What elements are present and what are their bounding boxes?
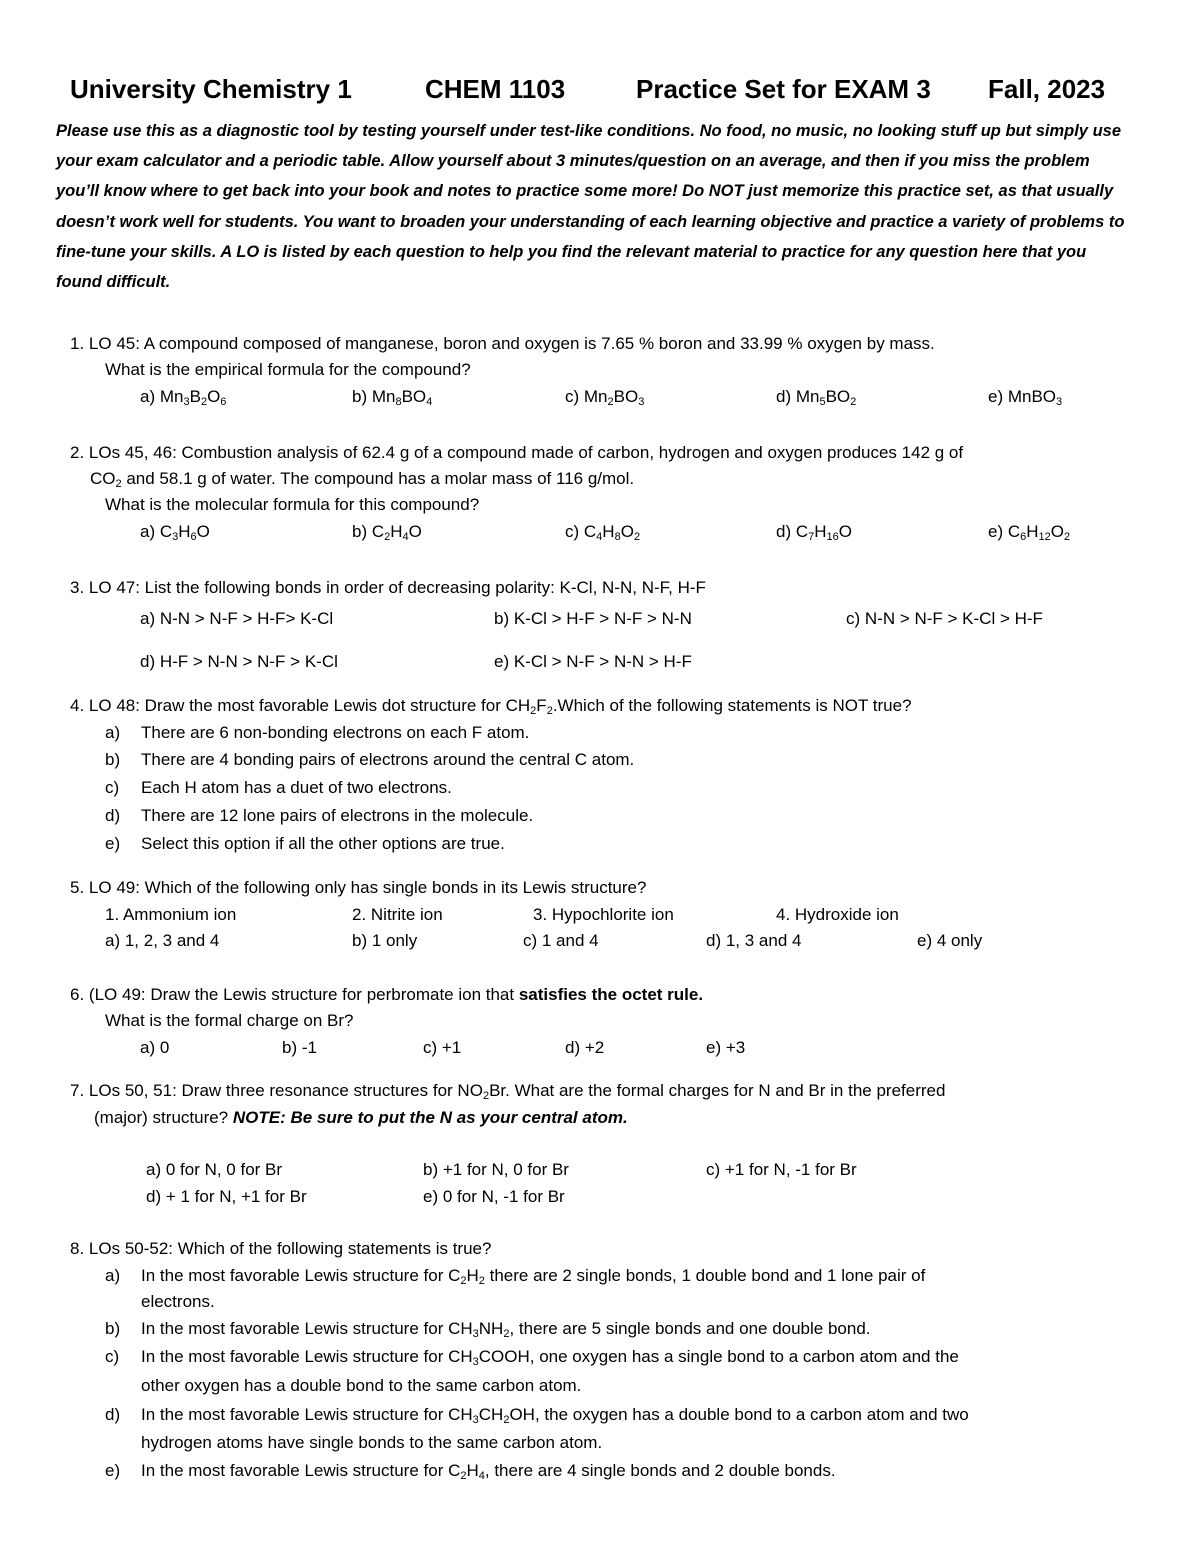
question-number: 3. <box>70 578 85 597</box>
q7-option-a: a) 0 for N, 0 for Br <box>146 1160 283 1179</box>
q2-option-d: d) $C_7H_{16}O$ <box>776 522 853 543</box>
q2-option-c: c) $C_4H_8O_2$ <box>565 522 641 543</box>
q3-option-d: d) H-F > N-N > N-F > K-Cl <box>140 652 338 671</box>
q5-item-2: 2. Nitrite ion <box>352 905 443 924</box>
question-text: (LO 49: Draw the Lewis structure for perbromate ion that satisfies the octet rule. <box>88 985 704 1004</box>
question-number: 7. <box>70 1081 85 1100</box>
q5-item-1: 1. Ammonium ion <box>105 905 237 924</box>
q5-option-a: a) 1, 2, 3 and 4 <box>105 931 220 950</box>
q4-option-d: d) There are 12 lone pairs of electrons in the molecule. <box>105 806 534 825</box>
q5-option-d: d) 1, 3 and 4 <box>706 931 802 950</box>
question-6-prompt: What is the formal charge on Br? <box>105 1011 354 1030</box>
question-text: LO 49: Which of the following only has single bonds in its Lewis structure? <box>88 878 647 897</box>
question-text: LOs 45, 46: Combustion analysis of 62.4 g of a compound made of carbon, hydrogen and oxygen produces 142 g of <box>88 443 964 462</box>
q5-option-e: e) 4 only <box>917 931 983 950</box>
q3-option-c: c) N-N > N-F > K-Cl > H-F <box>846 609 1043 628</box>
question-text: LOs 50, 51: Draw three resonance structures for $NO_2Br$. What are the formal charges for N and Br in the preferred <box>88 1081 946 1102</box>
q1-option-a: a) $Mn_3B_2O_6$ <box>140 387 227 408</box>
q4-option-c: c) Each H atom has a duet of two electrons. <box>105 778 452 797</box>
question-number: 8. <box>70 1239 85 1258</box>
q1-option-e: e) MnBO$_3$ <box>988 387 1063 408</box>
question-2-prompt: What is the molecular formula for this compound? <box>105 495 480 514</box>
q6-option-a: a) 0 <box>140 1038 170 1057</box>
question-3 <box>70 578 706 598</box>
course-code: CHEM 1103 <box>425 74 566 104</box>
q7-option-d: d) + 1 for N, +1 for Br <box>146 1187 307 1206</box>
q8-label-c: c) <box>105 1347 120 1366</box>
q3-option-a: a) N-N > N-F > H-F> K-Cl <box>140 609 334 628</box>
q4-option-a: a) There are 6 non-bonding electrons on each F atom. <box>105 723 530 742</box>
question-5 <box>70 878 646 898</box>
question-text: LO 45: A compound composed of manganese, boron and oxygen is 7.65 % boron and 33.99 % oxygen by mass. <box>88 334 935 353</box>
q6-option-c: c) +1 <box>423 1038 462 1057</box>
q8-option-b: In the most favorable Lewis structure for $CH_3NH_2$, there are 5 single bonds and one double bond. <box>141 1319 871 1340</box>
q8-label-b: b) <box>105 1319 121 1338</box>
question-4 <box>70 696 912 716</box>
question-1-prompt: What is the empirical formula for the compound? <box>105 360 471 379</box>
q8-option-a-continued: electrons. <box>141 1292 215 1311</box>
question-2 <box>70 443 963 463</box>
q5-option-b: b) 1 only <box>352 931 418 950</box>
q4-option-e: e) Select this option if all the other options are true. <box>105 834 505 853</box>
question-1 <box>70 334 935 354</box>
q5-item-3: 3. Hypochlorite ion <box>533 905 674 924</box>
question-number: 6. <box>70 985 85 1004</box>
q1-option-b: b) $Mn_8BO_4$ <box>352 387 433 408</box>
question-number: 5. <box>70 878 85 897</box>
q8-label-a: a) <box>105 1266 121 1285</box>
q8-option-c-continued: other oxygen has a double bond to the same carbon atom. <box>141 1376 582 1395</box>
practice-set-title: Practice Set for EXAM 3 <box>636 74 931 104</box>
question-text: LO 47: List the following bonds in order of decreasing polarity: K-Cl, N-N, N-F, H-F <box>88 578 706 597</box>
q2-option-e: e) $C_6H_{12}O_2$ <box>988 522 1071 543</box>
question-text: LOs 50-52: Which of the following statements is true? <box>88 1239 492 1258</box>
question-text: LO 48: Draw the most favorable Lewis dot structure for $CH_2F_2.Which$ of the following statements is NOT true? <box>88 696 912 717</box>
q8-label-e: e) <box>105 1461 121 1480</box>
q8-option-d-continued: hydrogen atoms have single bonds to the same carbon atom. <box>141 1433 603 1452</box>
q3-option-b: b) K-Cl > H-F > N-F > N-N <box>494 609 692 628</box>
q5-item-4: 4. Hydroxide ion <box>776 905 899 924</box>
q6-option-e: e) +3 <box>706 1038 746 1057</box>
q3-option-e: e) K-Cl > N-F > N-N > H-F <box>494 652 692 671</box>
q2-option-a: a) $C_3H_6O$ <box>140 522 210 543</box>
q7-option-c: c) +1 for N, -1 for Br <box>706 1160 857 1179</box>
q1-option-d: d) $Mn_5BO_2$ <box>776 387 857 408</box>
question-number: 1. <box>70 334 85 353</box>
q8-option-d: In the most favorable Lewis structure for $CH_3CH_2OH$, the oxygen has a double bond to a carbon atom and two <box>141 1405 969 1426</box>
question-2-continued: $CO_2$ and 58.1 g of water. The compound has a molar mass of 116 g/mol. <box>90 469 635 490</box>
question-7 <box>70 1081 945 1101</box>
q6-option-d: d) +2 <box>565 1038 605 1057</box>
term: Fall, 2023 <box>988 74 1106 104</box>
question-6 <box>70 985 703 1005</box>
q7-option-e: e) 0 for N, -1 for Br <box>423 1187 565 1206</box>
question-number: 2. <box>70 443 85 462</box>
q5-option-c: c) 1 and 4 <box>523 931 599 950</box>
q8-option-e: In the most favorable Lewis structure for $C_2H_4$, there are 4 single bonds and 2 double bonds. <box>141 1461 836 1482</box>
q2-option-b: b) $C_2H_4O$ <box>352 522 422 543</box>
q1-option-c: c) $Mn_2BO_3$ <box>565 387 645 408</box>
course-title: University Chemistry 1 <box>70 74 352 104</box>
instructions-paragraph: Please use this as a diagnostic tool by testing yourself under test-like conditions. No food, no music, no looking stuff up but simply use your exam calculator and a periodic table. Allow yourself about 3 minutes/question on an average, and then if you miss the problem you’ll know where to get back into your book and notes to practice some more! Do NOT just memorize this practice set, as that usually doesn’t work well for students. You want to broaden your understanding of each learning objective and practice a variety of problems to fine-tune your skills. A LO is listed by each question to help you find the relevant material to practice for any question here that you found difficult. <box>56 122 1125 292</box>
q4-option-b: b) There are 4 bonding pairs of electrons around the central C atom. <box>105 750 635 769</box>
q6-option-b: b) -1 <box>282 1038 317 1057</box>
q8-option-a: In the most favorable Lewis structure for $C_2H_2$ there are 2 single bonds, 1 double bond and 1 lone pair of <box>141 1266 926 1287</box>
question-number: 4. <box>70 696 85 715</box>
q8-label-d: d) <box>105 1405 121 1424</box>
q7-option-b: b) +1 for N, 0 for Br <box>423 1160 569 1179</box>
question-8 <box>70 1239 491 1259</box>
question-7-continued: (major) structure? NOTE: Be sure to put the N as your central atom. <box>94 1108 628 1127</box>
q8-option-c: In the most favorable Lewis structure for $CH_3COOH$, one oxygen has a single bond to a carbon atom and the <box>141 1347 959 1368</box>
